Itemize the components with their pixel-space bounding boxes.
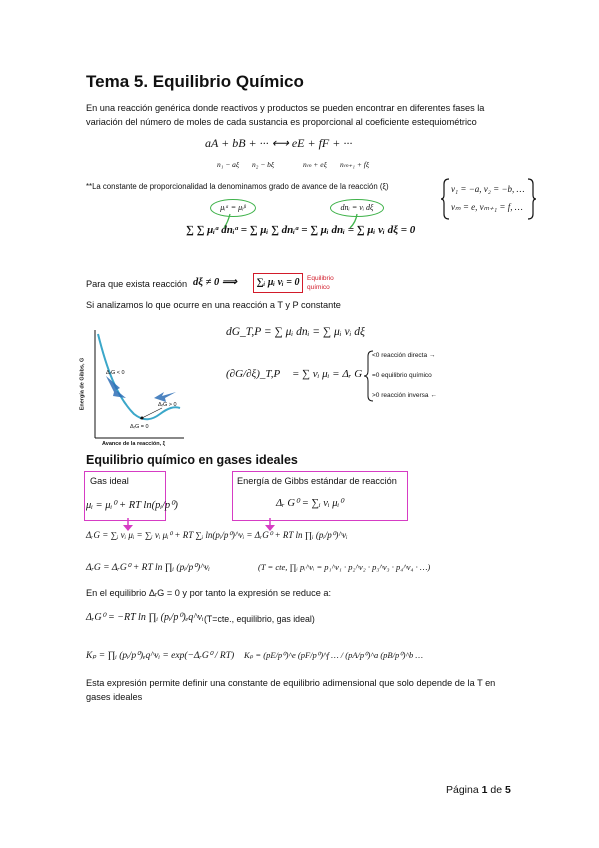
equilibrium-label: Equilibrio químico [307,275,334,291]
condition-equation: dξ ≠ 0 ⟹ [193,277,237,288]
stoich-row-1: ν₁ = −a, ν₂ = −b, … [451,184,525,194]
kp-exp-equation: Kₚ = ∏ᵢ (pᵢ/p⁰)ₑq^νᵢ = exp(−ΔᵣG⁰ / RT) [86,651,235,661]
intro-paragraph: En una reacción genérica donde reactivos y productos se pueden encontrar en diferentes fases la variación del número de moles de cada sustancia es proporcional al coeficiente estequiométrico [86,103,485,127]
ideal-gas-equation: μᵢ = μᵢ⁰ + RT ln(pᵢ/p⁰) [86,500,178,511]
section-title-ideal-gases: Equilibrio químico en gases ideales [86,453,298,467]
graph-ylabel: Energía de Gibbs, G [79,357,86,411]
case-negative: <0 reacción directa → [372,352,436,359]
footer-mid: de [487,784,505,796]
case-zero: =0 equilibrio químico [372,372,432,379]
reaction-moles-2: n₂ − bξ [252,160,275,169]
gibbs-reaction-equation: ΔᵣG = ΔᵣG⁰ + RT ln ∏ᵢ (pᵢ/p⁰)^νᵢ [86,563,210,573]
reaction-moles-4: nₘ₊₁ + fξ [340,160,370,169]
page-footer [446,784,511,796]
dG-equation: dG_T,P = ∑ μᵢ dnᵢ = ∑ μᵢ νᵢ dξ [226,326,365,338]
equilibrium-reduce-text: En el equilibrio ΔᵣG = 0 y por tanto la expresión se reduce a: [86,588,332,598]
stoichiometric-box [441,178,536,220]
analysis-text: Si analizamos lo que ocurre en una reacción a T y P constante [86,300,341,310]
standard-gibbs-note: (T=cte., equilibrio, gas ideal) [204,614,315,624]
ideal-gas-label: Gas ideal [90,476,129,486]
graph-xlabel: Avance de la reacción, ξ [102,441,166,447]
kp-pressure-equation: Kₚ = (pE/p⁰)^e (pF/p⁰)^f … / (pA/p⁰)^a (pB/p⁰)^b … [244,650,423,660]
green-label-right: dnᵢ = νᵢ dξ [340,203,374,212]
page-title: Tema 5. Equilibrio Químico [86,72,304,91]
gibbs-standard-label: Energía de Gibbs estándar de reacción [237,476,397,486]
sum-equation: ∑ ∑ μᵢᵅ dnᵢᵅ = ∑ μᵢ ∑ dnᵢᵅ = ∑ μᵢ dnᵢ = ∑ μᵢ νᵢ dξ = 0 [186,224,416,236]
equilibrium-equation: ∑ᵢ μᵢ νᵢ = 0 [256,277,300,288]
reaction-moles-3: nₘ + eξ [303,160,327,169]
standard-gibbs-equation: ΔᵣG⁰ = −RT ln ∏ᵢ (pᵢ/p⁰)ₑq^νᵢ [86,612,204,623]
partial-lhs: (∂G/∂ξ)_T,P [226,368,281,380]
closing-paragraph: Esta expresión permite definir una constante de equilibrio adimensional que solo depende de la T en gases ideales [86,678,496,702]
pressure-product-note: (T = cte, ∏ᵢ pᵢ^νᵢ = p₁^ν₁ · p₂^ν₂ · p₃^ν₃ · p₄^ν₄ · …) [258,562,431,572]
gibbs-energy-graph [79,326,186,450]
condition-text: Para que exista reacción [86,279,188,289]
equilibrium-box [253,273,303,293]
case-positive: >0 reacción inversa ← [372,392,437,399]
footer-page: 1 [481,784,488,796]
partial-equation: = ∑ νᵢ μᵢ = Δᵣ G [292,368,363,380]
reaction-moles-1: n₁ − aξ [217,160,240,169]
reaction-equation: aA + bB + ··· ⟷ eE + fF + ··· [205,136,353,150]
gibbs-expansion-equation: ΔᵣG = ∑ᵢ νᵢ μᵢ = ∑ᵢ νᵢ μᵢ⁰ + RT ∑ᵢ ln(pᵢ/p⁰)^νᵢ = ΔᵣG⁰ + RT ln ∏ᵢ (pᵢ/p⁰)^νᵢ [86,530,348,540]
extent-note: **La constante de proporcionalidad la denominamos grado de avance de la reacción (ξ) [86,182,389,191]
green-label-left: μᵢᵅ = μᵢᵝ [220,203,246,212]
graph-label-zero: ΔᵣG = 0 [130,424,149,430]
gibbs-standard-equation: Δᵣ G⁰ = ∑ᵢ νᵢ μᵢ⁰ [276,498,344,509]
graph-label-positive: ΔᵣG > 0 [158,402,177,408]
footer-total: 5 [504,784,511,796]
graph-label-negative: ΔᵣG < 0 [106,370,125,376]
footer-prefix: Página [446,784,482,796]
stoich-row-2: νₘ = e, νₘ₊₁ = f, … [451,202,523,212]
